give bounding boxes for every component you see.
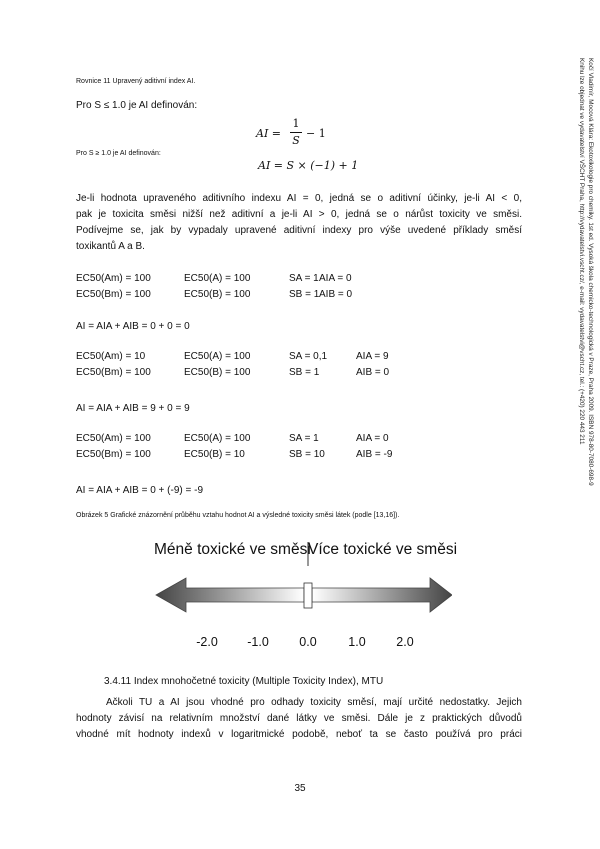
ec50-mixture: EC50(Am) = 100 (76, 273, 151, 284)
paragraph-line: Je-li hodnota upraveného aditivního indexu AI = 0, jedná se o aditivní účinky, je-li AI < 0, (76, 193, 522, 204)
ai-value: AIA = 0 (319, 273, 352, 284)
example-2-sum: AI = AIA + AIB = 9 + 0 = 9 (76, 403, 190, 414)
side-note-line: Knihu lze objednat ve vydavatelství VŠCHT Praha, http://vydavatelstvi.vscht.cz/, e-mail: vydavatelstvi@vscht.cz, tel.: (+420) 220 443 211 (578, 58, 586, 445)
example-2-row-b (76, 367, 396, 381)
section-heading: 3.4.11 Index mnohočetné toxicity (Multiple Toxicity Index), MTU (104, 676, 384, 687)
side-note (576, 58, 594, 486)
s-value: SA = 1 (289, 273, 319, 284)
s-value: SA = 0,1 (289, 351, 328, 362)
example-3-sum: AI = AIA + AIB = 0 + (-9) = -9 (76, 485, 204, 496)
more-toxic-label: Více toxické ve směsi (308, 541, 458, 558)
arrows-graphic (148, 538, 452, 628)
ec50-mixture: EC50(Am) = 10 (76, 351, 146, 362)
side-note-line: Kočí Vladimír, Mocová Klára: Ekotoxikologie pro chemiky. 1st ed. Vysoká škola chemicko-technologická v Praze, Praha 2009. ISBN 978-80-7080-698-9 (587, 58, 594, 486)
center-marker (304, 583, 312, 608)
page-number: 35 (294, 783, 306, 794)
figure-caption: Obrázek 5 Grafické znázornění průběhu vztahu hodnot AI a výsledné toxicity směsi látek (podle [13,16]). (76, 512, 400, 519)
ai-value: AIB = 0 (356, 367, 390, 378)
example-3-row-a (76, 433, 396, 447)
ai-value: AIB = -9 (356, 449, 393, 460)
tick-label: 0.0 (299, 635, 317, 649)
s-value: SB = 1 (289, 289, 320, 300)
paragraph-1 (76, 191, 522, 255)
example-1-row-b (76, 289, 396, 303)
paragraph-line: vhodné mít hodnoty indexů v logaritmické podobě, neboť ta se často používá pro práci (76, 729, 522, 740)
left-arrow (156, 578, 304, 612)
s-value: SB = 1 (289, 367, 320, 378)
tick-label: 2.0 (396, 635, 414, 649)
equation-caption: Rovnice 11 Upravený aditivní index AI. (76, 78, 196, 85)
ai-value: AIA = 0 (356, 433, 389, 444)
ec50-single: EC50(B) = 100 (184, 367, 251, 378)
ec50-single: EC50(B) = 10 (184, 449, 245, 460)
paragraph-line: hodnoty závisí na relativním množství dané látky ve směsi. Dále je z praktických důvodů (76, 713, 522, 724)
ec50-single: EC50(A) = 100 (184, 351, 251, 362)
eq1-rest: − 1 (306, 127, 326, 140)
ai-value: AIB = 0 (319, 289, 353, 300)
example-1-row-a (76, 273, 396, 287)
eq1-lhs: AI = (256, 127, 282, 140)
paragraph-line: pak je toxicita směsi nižší než aditivní a je-li AI > 0, jedná se o nárůst toxicity ve směsi. (76, 209, 522, 220)
fraction-bar (290, 132, 302, 133)
s-value: SB = 10 (289, 449, 325, 460)
ec50-single: EC50(B) = 100 (184, 289, 251, 300)
paragraph-2 (76, 695, 522, 743)
condition-text-2: Pro S ≥ 1.0 je AI definován: (76, 150, 161, 157)
example-1-sum: AI = AIA + AIB = 0 + 0 = 0 (76, 321, 190, 332)
tick-label: -1.0 (247, 635, 269, 649)
condition-text-1: Pro S ≤ 1.0 je AI definován: (76, 100, 198, 111)
right-arrow (312, 578, 452, 612)
example-3-row-b (76, 449, 396, 463)
ec50-single: EC50(A) = 100 (184, 273, 251, 284)
ec50-single: EC50(A) = 100 (184, 433, 251, 444)
example-2-row-a (76, 351, 396, 365)
paragraph-line: Podívejme se, jak by vypadaly upravené aditivní indexy pro výše uvedené příklady směsí (76, 225, 522, 236)
ec50-mixture: EC50(Am) = 100 (76, 433, 151, 444)
paragraph-line: Ačkoli TU a AI jsou vhodné pro odhady toxicity směsí, mají určité nedostatky. Jejich (106, 697, 522, 708)
equation-1 (256, 117, 366, 151)
ec50-mixture: EC50(Bm) = 100 (76, 289, 151, 300)
tick-label: -2.0 (196, 635, 218, 649)
eq1-numerator: 1 (292, 117, 300, 130)
paragraph-line: toxikantů A a B. (76, 241, 145, 252)
less-toxic-label: Méně toxické ve směsi (154, 541, 311, 558)
eq1-denominator: S (292, 134, 300, 147)
ai-value: AIA = 9 (356, 351, 389, 362)
s-value: SA = 1 (289, 433, 319, 444)
equation-2: AI = S × (−1) + 1 (258, 159, 359, 172)
tick-label: 1.0 (348, 635, 366, 649)
ec50-mixture: EC50(Bm) = 100 (76, 449, 151, 460)
ai-toxicity-figure (148, 538, 458, 648)
ec50-mixture: EC50(Bm) = 100 (76, 367, 151, 378)
